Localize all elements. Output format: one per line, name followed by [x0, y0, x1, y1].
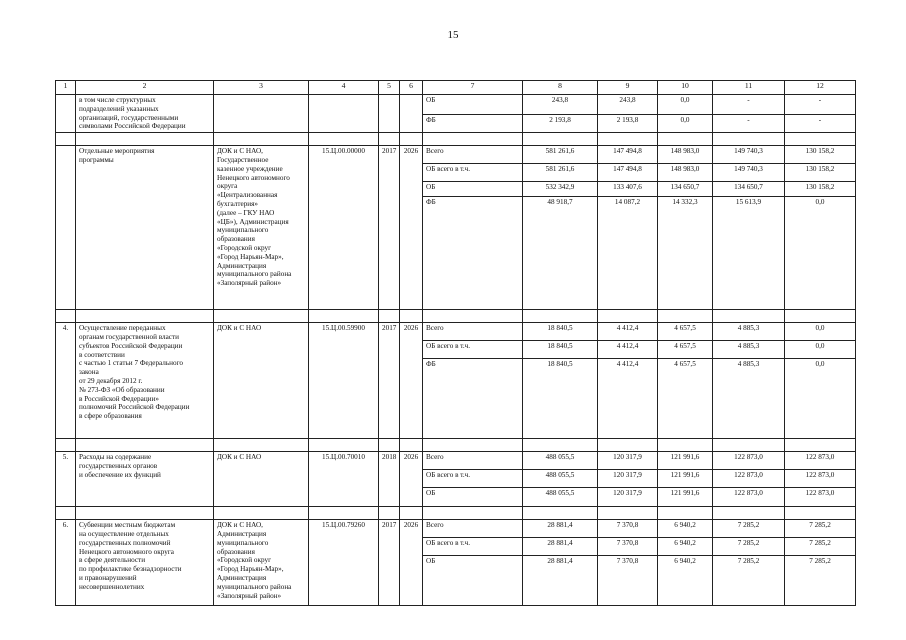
amount-cell: 48 918,7 — [523, 197, 598, 310]
amount-cell: 4 412,4 — [598, 359, 658, 439]
separator-cell — [785, 310, 856, 323]
amount-cell: 581 261,6 — [523, 164, 598, 182]
amount-cell: - — [785, 95, 856, 115]
separator-cell — [309, 133, 379, 146]
amount-cell: 148 983,0 — [658, 146, 713, 164]
header-cell: 9 — [598, 81, 658, 95]
header-cell: 3 — [214, 81, 309, 95]
start-year: 2017 — [379, 520, 400, 606]
funding-source: ОБ — [423, 556, 523, 606]
measure-name: Субвенции местным бюджетам на осуществление отдельных государственных полномочий Ненецкого автономного округа в сфере деятельности по профилактике безнадзорности и правонарушений несовершеннолетних — [76, 520, 214, 606]
amount-cell: - — [785, 114, 856, 133]
separator-cell — [309, 310, 379, 323]
header-cell: 10 — [658, 81, 713, 95]
separator-cell — [379, 133, 400, 146]
table-row — [56, 323, 856, 341]
table-row — [56, 146, 856, 164]
separator-cell — [214, 133, 309, 146]
amount-cell: 243,8 — [523, 95, 598, 115]
amount-cell: 120 317,9 — [598, 470, 658, 488]
amount-cell: 122 873,0 — [785, 470, 856, 488]
budget-code: 15.Ц.00.79260 — [309, 520, 379, 606]
separator-cell — [309, 507, 379, 520]
table-row — [56, 520, 856, 538]
separator-cell — [523, 439, 598, 452]
header-cell: 11 — [713, 81, 785, 95]
measure-name: в том числе структурных подразделений указанных организаций, государственными символами Российской Федерации — [76, 95, 214, 133]
funding-source: Всего — [423, 146, 523, 164]
amount-cell: 149 740,3 — [713, 164, 785, 182]
separator-cell — [56, 310, 76, 323]
block-separator — [56, 310, 856, 323]
separator-cell — [76, 310, 214, 323]
budget-code: 15.Ц.00.70010 — [309, 452, 379, 507]
amount-cell: 130 158,2 — [785, 164, 856, 182]
amount-cell: 2 193,8 — [523, 114, 598, 133]
start-year — [379, 95, 400, 133]
separator-cell — [76, 439, 214, 452]
separator-cell — [76, 507, 214, 520]
executor: ДОК и С НАО, Государственное казенное учреждение Ненецкого автономного округа «Централизованная бухгалтерия» (далее – ГКУ НАО «ЦБ»), Администрация муниципального образования «Городской округ «Город Нарьян-Мар», Администрация муниципального района «Заполярный район» — [214, 146, 309, 310]
amount-cell: 28 881,4 — [523, 520, 598, 538]
amount-cell: - — [713, 114, 785, 133]
amount-cell: 148 983,0 — [658, 164, 713, 182]
separator-cell — [423, 439, 523, 452]
amount-cell: 6 940,2 — [658, 520, 713, 538]
separator-cell — [523, 310, 598, 323]
amount-cell: 7 370,8 — [598, 556, 658, 606]
funding-source: ФБ — [423, 359, 523, 439]
separator-cell — [423, 507, 523, 520]
row-number: 6. — [56, 520, 76, 606]
amount-cell: 7 285,2 — [713, 520, 785, 538]
amount-cell: 147 494,8 — [598, 164, 658, 182]
amount-cell: 120 317,9 — [598, 452, 658, 470]
amount-cell: 488 055,5 — [523, 470, 598, 488]
amount-cell: 0,0 — [658, 95, 713, 115]
amount-cell: 7 370,8 — [598, 538, 658, 556]
separator-cell — [523, 133, 598, 146]
separator-cell — [400, 310, 423, 323]
amount-cell: 4 885,3 — [713, 359, 785, 439]
funding-source: ОБ всего в т.ч. — [423, 470, 523, 488]
amount-cell: 4 885,3 — [713, 323, 785, 341]
measure-name: Расходы на содержание государственных органов и обеспечение их функций — [76, 452, 214, 507]
amount-cell: 581 261,6 — [523, 146, 598, 164]
separator-cell — [658, 507, 713, 520]
separator-cell — [523, 507, 598, 520]
amount-cell: 121 991,6 — [658, 488, 713, 507]
funding-source: Всего — [423, 452, 523, 470]
amount-cell: 243,8 — [598, 95, 658, 115]
amount-cell: 28 881,4 — [523, 538, 598, 556]
end-year: 2026 — [400, 452, 423, 507]
funding-source: Всего — [423, 323, 523, 341]
separator-cell — [713, 310, 785, 323]
amount-cell: 4 657,5 — [658, 359, 713, 439]
block-separator — [56, 133, 856, 146]
amount-cell: 0,0 — [785, 341, 856, 359]
header-cell: 4 — [309, 81, 379, 95]
funding-source: ОБ — [423, 488, 523, 507]
amount-cell: 488 055,5 — [523, 452, 598, 470]
separator-cell — [56, 507, 76, 520]
separator-cell — [214, 310, 309, 323]
amount-cell: 4 657,5 — [658, 341, 713, 359]
row-number: 4. — [56, 323, 76, 439]
funding-source: ОБ всего в т.ч. — [423, 164, 523, 182]
executor: ДОК и С НАО — [214, 323, 309, 439]
start-year: 2017 — [379, 146, 400, 310]
amount-cell: 7 285,2 — [713, 556, 785, 606]
end-year: 2026 — [400, 146, 423, 310]
amount-cell: 7 285,2 — [785, 520, 856, 538]
separator-cell — [785, 439, 856, 452]
funding-source: ФБ — [423, 114, 523, 133]
amount-cell: 6 940,2 — [658, 538, 713, 556]
measure-name: Осуществление переданных органам государственной власти субъектов Российской Федерации в соответствии с частью 1 статьи 7 Федерального закона от 29 декабря 2012 г. № 273-ФЗ «Об образовании в Российской Федерации» полномочий Российской Федерации в сфере образования — [76, 323, 214, 439]
separator-cell — [658, 133, 713, 146]
header-row — [56, 81, 856, 95]
start-year: 2018 — [379, 452, 400, 507]
amount-cell: 18 840,5 — [523, 341, 598, 359]
amount-cell: 0,0 — [785, 323, 856, 341]
amount-cell: 532 342,9 — [523, 182, 598, 197]
funding-source: ОБ — [423, 182, 523, 197]
separator-cell — [598, 507, 658, 520]
executor: ДОК и С НАО, Администрация муниципального образования «Городской округ «Город Нарьян-Мар», Администрация муниципального района «Заполярный район» — [214, 520, 309, 606]
amount-cell: 149 740,3 — [713, 146, 785, 164]
end-year: 2026 — [400, 520, 423, 606]
amount-cell: 7 285,2 — [785, 556, 856, 606]
amount-cell: 130 158,2 — [785, 182, 856, 197]
end-year: 2026 — [400, 323, 423, 439]
executor — [214, 95, 309, 133]
separator-cell — [214, 507, 309, 520]
separator-cell — [309, 439, 379, 452]
separator-cell — [598, 133, 658, 146]
funding-source: ОБ — [423, 95, 523, 115]
header-cell: 12 — [785, 81, 856, 95]
amount-cell: 2 193,8 — [598, 114, 658, 133]
amount-cell: 4 412,4 — [598, 323, 658, 341]
block-separator — [56, 439, 856, 452]
executor: ДОК и С НАО — [214, 452, 309, 507]
separator-cell — [785, 507, 856, 520]
separator-cell — [423, 133, 523, 146]
row-number: 5. — [56, 452, 76, 507]
amount-cell: 122 873,0 — [713, 452, 785, 470]
amount-cell: 133 407,6 — [598, 182, 658, 197]
separator-cell — [598, 310, 658, 323]
amount-cell: 121 991,6 — [658, 470, 713, 488]
amount-cell: 4 885,3 — [713, 341, 785, 359]
separator-cell — [785, 133, 856, 146]
amount-cell: 6 940,2 — [658, 556, 713, 606]
header-cell: 5 — [379, 81, 400, 95]
separator-cell — [713, 133, 785, 146]
row-number — [56, 146, 76, 310]
table-row — [56, 95, 856, 115]
separator-cell — [214, 439, 309, 452]
separator-cell — [400, 439, 423, 452]
amount-cell: 18 840,5 — [523, 359, 598, 439]
amount-cell: 7 285,2 — [713, 538, 785, 556]
amount-cell: 28 881,4 — [523, 556, 598, 606]
separator-cell — [76, 133, 214, 146]
amount-cell: 18 840,5 — [523, 323, 598, 341]
amount-cell: 7 370,8 — [598, 520, 658, 538]
amount-cell: 14 087,2 — [598, 197, 658, 310]
funding-source: ФБ — [423, 197, 523, 310]
amount-cell: 134 650,7 — [658, 182, 713, 197]
amount-cell: 122 873,0 — [785, 488, 856, 507]
start-year: 2017 — [379, 323, 400, 439]
budget-code: 15.Ц.00.59900 — [309, 323, 379, 439]
amount-cell: 121 991,6 — [658, 452, 713, 470]
amount-cell: 0,0 — [658, 114, 713, 133]
table-row — [56, 452, 856, 470]
funding-source: ОБ всего в т.ч. — [423, 341, 523, 359]
amount-cell: 122 873,0 — [713, 470, 785, 488]
amount-cell: 147 494,8 — [598, 146, 658, 164]
amount-cell: 122 873,0 — [713, 488, 785, 507]
separator-cell — [423, 310, 523, 323]
amount-cell: 120 317,9 — [598, 488, 658, 507]
header-cell: 8 — [523, 81, 598, 95]
separator-cell — [658, 310, 713, 323]
separator-cell — [56, 439, 76, 452]
header-cell: 1 — [56, 81, 76, 95]
row-number — [56, 95, 76, 133]
separator-cell — [400, 133, 423, 146]
separator-cell — [400, 507, 423, 520]
amount-cell: 4 657,5 — [658, 323, 713, 341]
block-separator — [56, 507, 856, 520]
separator-cell — [379, 439, 400, 452]
separator-cell — [658, 439, 713, 452]
amount-cell: 488 055,5 — [523, 488, 598, 507]
separator-cell — [713, 439, 785, 452]
funding-source: ОБ всего в т.ч. — [423, 538, 523, 556]
measure-name: Отдельные мероприятия программы — [76, 146, 214, 310]
amount-cell: 130 158,2 — [785, 146, 856, 164]
separator-cell — [379, 507, 400, 520]
page-number: 15 — [447, 29, 459, 41]
amount-cell: 7 285,2 — [785, 538, 856, 556]
program-table — [55, 80, 856, 606]
budget-code — [309, 95, 379, 133]
amount-cell: 0,0 — [785, 197, 856, 310]
separator-cell — [598, 439, 658, 452]
separator-cell — [713, 507, 785, 520]
amount-cell: 0,0 — [785, 359, 856, 439]
amount-cell: - — [713, 95, 785, 115]
amount-cell: 122 873,0 — [785, 452, 856, 470]
separator-cell — [56, 133, 76, 146]
amount-cell: 4 412,4 — [598, 341, 658, 359]
header-cell: 6 — [400, 81, 423, 95]
funding-source: Всего — [423, 520, 523, 538]
header-cell: 2 — [76, 81, 214, 95]
amount-cell: 134 650,7 — [713, 182, 785, 197]
end-year — [400, 95, 423, 133]
budget-code: 15.Ц.00.00000 — [309, 146, 379, 310]
amount-cell: 14 332,3 — [658, 197, 713, 310]
separator-cell — [379, 310, 400, 323]
header-cell: 7 — [423, 81, 523, 95]
amount-cell: 15 613,9 — [713, 197, 785, 310]
